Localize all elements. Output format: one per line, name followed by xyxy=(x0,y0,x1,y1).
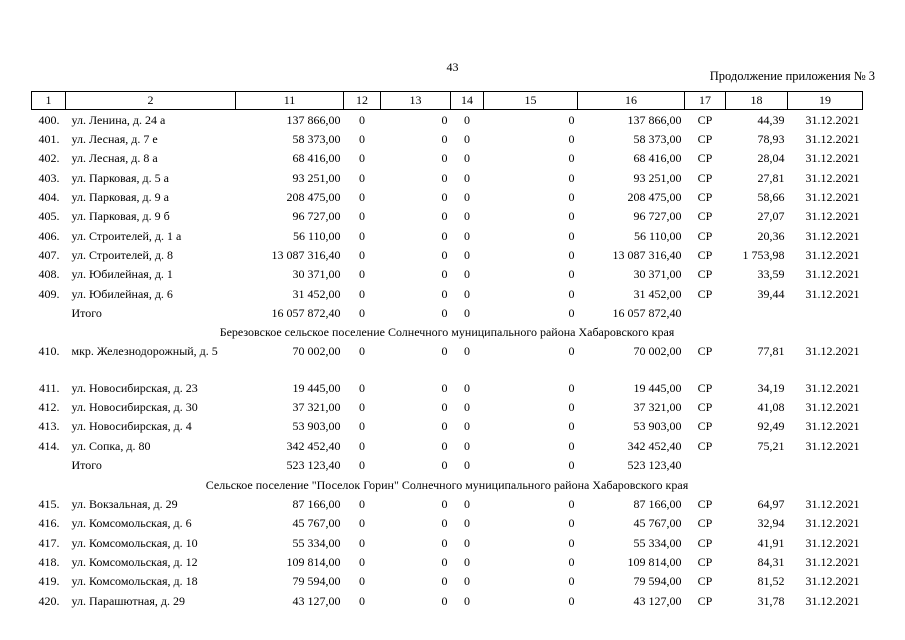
cell-col-18 xyxy=(726,303,788,322)
cell-col-14: 0 xyxy=(464,400,470,415)
table-row xyxy=(32,168,863,187)
cell-col-17: СР xyxy=(697,419,713,434)
cell-col-18: 78,93 xyxy=(757,132,785,147)
cell-address: ул. Парашютная, д. 29 xyxy=(71,593,185,608)
cell-col-19: 31.12.2021 xyxy=(805,190,860,205)
cell-col-11: 523 123,40 xyxy=(286,458,341,473)
cell-col-13: 0 xyxy=(441,554,448,569)
cell-col-19: 31.12.2021 xyxy=(805,209,860,224)
cell-col-16: 342 452,40 xyxy=(627,438,682,453)
cell-col-14: 0 xyxy=(464,248,470,263)
cell-col-13: 0 xyxy=(441,496,448,511)
cell-col-11: 68 416,00 xyxy=(292,151,341,166)
cell-row-number: 405. xyxy=(38,209,60,224)
cell-col-19: 31.12.2021 xyxy=(805,516,860,531)
cell-col-17: СР xyxy=(697,209,713,224)
cell-col-19: 31.12.2021 xyxy=(805,400,860,415)
cell-col-18: 75,21 xyxy=(757,438,785,453)
cell-col-17: СР xyxy=(697,380,713,395)
cell-col-17: СР xyxy=(697,574,713,589)
cell-col-12: 0 xyxy=(359,516,365,531)
cell-col-12: 0 xyxy=(359,535,365,550)
table-row xyxy=(32,552,863,571)
header-col-19: 19 xyxy=(788,92,863,110)
header-col-18: 18 xyxy=(726,92,788,110)
cell-col-18: 39,44 xyxy=(757,286,785,301)
cell-col-18: 81,52 xyxy=(757,574,785,589)
cell-col-12: 0 xyxy=(359,151,365,166)
cell-address: ул. Строителей, д. 1 а xyxy=(71,228,182,243)
cell-col-14: 0 xyxy=(464,554,470,569)
cell-col-12: 0 xyxy=(359,248,365,263)
cell-col-17: СР xyxy=(697,267,713,282)
table-row xyxy=(32,110,863,130)
cell-col-16: 96 727,00 xyxy=(633,209,682,224)
cell-col-11: 56 110,00 xyxy=(292,228,341,243)
cell-col-14: 0 xyxy=(464,132,470,147)
total-row xyxy=(32,303,863,322)
cell-col-11: 13 087 316,40 xyxy=(271,248,341,263)
cell-col-14: 0 xyxy=(464,516,470,531)
cell-col-18: 34,19 xyxy=(757,380,785,395)
cell-address: ул. Комсомольская, д. 6 xyxy=(71,516,192,531)
cell-col-16: 109 814,00 xyxy=(627,554,682,569)
table-row xyxy=(32,245,863,264)
table-row xyxy=(32,591,863,610)
cell-col-19 xyxy=(788,303,863,322)
cell-col-17: СР xyxy=(697,228,713,243)
cell-col-17: СР xyxy=(697,554,713,569)
cell-col-15: 0 xyxy=(568,190,575,205)
cell-col-18: 1 753,98 xyxy=(742,248,785,263)
cell-row-number: 418. xyxy=(38,554,60,569)
cell-col-16: 37 321,00 xyxy=(633,400,682,415)
cell-address: ул. Сопка, д. 80 xyxy=(71,438,151,453)
cell-col-12: 0 xyxy=(359,496,365,511)
cell-col-15: 0 xyxy=(568,554,575,569)
cell-col-19: 31.12.2021 xyxy=(805,228,860,243)
cell-col-13: 0 xyxy=(441,209,448,224)
table-row xyxy=(32,226,863,245)
cell-row-number: 402. xyxy=(38,151,60,166)
cell-col-13: 0 xyxy=(441,344,448,359)
cell-col-14: 0 xyxy=(464,228,470,243)
cell-col-11: 37 321,00 xyxy=(292,400,341,415)
cell-row-number: 411. xyxy=(38,380,60,395)
cell-col-14: 0 xyxy=(464,306,470,321)
cell-address: мкр. Железнодорожный, д. 5 xyxy=(71,344,218,359)
cell-row-number: 413. xyxy=(38,419,60,434)
cell-col-12: 0 xyxy=(359,400,365,415)
cell-col-17: СР xyxy=(697,516,713,531)
cell-row-number: 415. xyxy=(38,496,60,511)
cell-col-12: 0 xyxy=(359,170,365,185)
cell-col-19: 31.12.2021 xyxy=(805,554,860,569)
cell-row-number: 406. xyxy=(38,228,60,243)
header-col-14: 14 xyxy=(451,92,484,110)
cell-col-14: 0 xyxy=(464,151,470,166)
cell-col-15: 0 xyxy=(568,496,575,511)
table-row xyxy=(32,533,863,552)
cell-col-17: СР xyxy=(697,496,713,511)
cell-col-12: 0 xyxy=(359,380,365,395)
cell-address: ул. Парковая, д. 9 б xyxy=(71,209,170,224)
cell-col-15: 0 xyxy=(568,380,575,395)
header-col-11: 11 xyxy=(236,92,344,110)
cell-col-13: 0 xyxy=(441,190,448,205)
cell-col-11: 53 903,00 xyxy=(292,419,341,434)
cell-col-15: 0 xyxy=(568,593,575,608)
cell-col-15: 0 xyxy=(568,151,575,166)
cell-col-16: 87 166,00 xyxy=(633,496,682,511)
cell-col-19 xyxy=(788,456,863,475)
cell-col-14: 0 xyxy=(464,458,470,473)
table-row xyxy=(32,265,863,284)
cell-col-14: 0 xyxy=(464,344,470,359)
total-row xyxy=(32,456,863,475)
section-header-row xyxy=(32,475,863,494)
table-row xyxy=(32,378,863,397)
cell-col-13: 0 xyxy=(441,535,448,550)
cell-col-13: 0 xyxy=(441,593,448,608)
cell-col-12: 0 xyxy=(359,438,365,453)
cell-col-12: 0 xyxy=(359,286,365,301)
cell-col-12: 0 xyxy=(359,190,365,205)
cell-col-19: 31.12.2021 xyxy=(805,151,860,166)
continuation-note: Продолжение приложения № 3 xyxy=(709,69,875,83)
cell-col-15: 0 xyxy=(568,344,575,359)
cell-col-16: 58 373,00 xyxy=(633,132,682,147)
cell-col-13: 0 xyxy=(441,132,448,147)
cell-col-11: 79 594,00 xyxy=(292,574,341,589)
cell-col-19: 31.12.2021 xyxy=(805,535,860,550)
cell-col-16: 70 002,00 xyxy=(633,344,682,359)
cell-col-17: СР xyxy=(697,400,713,415)
cell-col-14: 0 xyxy=(464,380,470,395)
cell-col-15: 0 xyxy=(568,419,575,434)
table-row xyxy=(32,342,863,378)
cell-col-12: 0 xyxy=(359,554,365,569)
cell-col-14: 0 xyxy=(464,190,470,205)
cell-col-16: 45 767,00 xyxy=(633,516,682,531)
cell-col-19: 31.12.2021 xyxy=(805,496,860,511)
cell-col-11: 43 127,00 xyxy=(292,593,341,608)
cell-row-number: 400. xyxy=(38,112,60,127)
cell-col-12: 0 xyxy=(359,112,365,127)
cell-col-18: 27,81 xyxy=(757,170,785,185)
cell-col-16: 68 416,00 xyxy=(633,151,682,166)
cell-col-15: 0 xyxy=(568,209,575,224)
cell-col-18: 32,94 xyxy=(757,516,785,531)
cell-address: ул. Лесная, д. 8 а xyxy=(71,151,158,166)
cell-col-14: 0 xyxy=(464,535,470,550)
cell-col-12: 0 xyxy=(359,344,365,359)
cell-col-17: СР xyxy=(697,438,713,453)
cell-col-18: 27,07 xyxy=(757,209,785,224)
header-col-13: 13 xyxy=(381,92,451,110)
cell-col-15: 0 xyxy=(568,267,575,282)
cell-col-19: 31.12.2021 xyxy=(805,574,860,589)
cell-col-16: 43 127,00 xyxy=(633,593,682,608)
cell-col-18: 31,78 xyxy=(757,593,785,608)
cell-row-number: 416. xyxy=(38,516,60,531)
table-row xyxy=(32,436,863,455)
cell-col-11: 87 166,00 xyxy=(292,496,341,511)
cell-row-number: 403. xyxy=(38,170,60,185)
cell-col-12: 0 xyxy=(359,267,365,282)
cell-row-number: 408. xyxy=(38,267,60,282)
cell-col-11: 342 452,40 xyxy=(286,438,341,453)
cell-row-number xyxy=(32,456,66,475)
cell-address: ул. Юбилейная, д. 6 xyxy=(71,286,173,301)
cell-col-19: 31.12.2021 xyxy=(805,267,860,282)
cell-col-18: 41,91 xyxy=(757,535,785,550)
cell-col-19: 31.12.2021 xyxy=(805,132,860,147)
cell-address: ул. Вокзальная, д. 29 xyxy=(71,496,178,511)
table-row xyxy=(32,129,863,148)
cell-col-12: 0 xyxy=(359,574,365,589)
cell-col-14: 0 xyxy=(464,419,470,434)
cell-address: ул. Парковая, д. 5 а xyxy=(71,170,169,185)
cell-col-16: 523 123,40 xyxy=(627,458,682,473)
cell-col-16: 79 594,00 xyxy=(633,574,682,589)
cell-row-number: 417. xyxy=(38,535,60,550)
cell-col-16: 208 475,00 xyxy=(627,190,682,205)
cell-address: ул. Новосибирская, д. 4 xyxy=(71,419,192,434)
cell-col-11: 70 002,00 xyxy=(292,344,341,359)
cell-col-14: 0 xyxy=(464,286,470,301)
cell-col-16: 56 110,00 xyxy=(633,228,682,243)
cell-col-13: 0 xyxy=(441,400,448,415)
cell-col-12: 0 xyxy=(359,458,365,473)
section-header-row xyxy=(32,323,863,342)
cell-address: Итого xyxy=(71,458,102,473)
cell-col-16: 16 057 872,40 xyxy=(612,306,682,321)
table-row xyxy=(32,187,863,206)
cell-address: Итого xyxy=(71,306,102,321)
cell-row-number: 410. xyxy=(38,344,60,359)
table-row xyxy=(32,284,863,303)
cell-col-11: 93 251,00 xyxy=(292,170,341,185)
cell-col-13: 0 xyxy=(441,380,448,395)
appendix-table xyxy=(31,91,863,610)
cell-col-13: 0 xyxy=(441,267,448,282)
cell-col-17: СР xyxy=(697,535,713,550)
table-row xyxy=(32,397,863,416)
header-col-17: 17 xyxy=(685,92,726,110)
cell-col-14: 0 xyxy=(464,593,470,608)
cell-col-18: 20,36 xyxy=(757,228,785,243)
cell-col-15: 0 xyxy=(568,574,575,589)
cell-col-13: 0 xyxy=(441,286,448,301)
page-number: 43 xyxy=(446,60,459,74)
header-col-2: 2 xyxy=(66,92,236,110)
cell-col-15: 0 xyxy=(568,400,575,415)
cell-col-11: 55 334,00 xyxy=(292,535,341,550)
cell-col-13: 0 xyxy=(441,248,448,263)
cell-address: ул. Парковая, д. 9 а xyxy=(71,190,169,205)
cell-col-15: 0 xyxy=(568,516,575,531)
cell-address: ул. Строителей, д. 8 xyxy=(71,248,174,263)
cell-col-19: 31.12.2021 xyxy=(805,380,860,395)
cell-col-11: 19 445,00 xyxy=(292,380,341,395)
table-row xyxy=(32,417,863,436)
cell-col-17: СР xyxy=(697,286,713,301)
cell-col-18: 92,49 xyxy=(757,419,785,434)
cell-col-14: 0 xyxy=(464,112,470,127)
cell-col-18: 44,39 xyxy=(757,112,785,127)
cell-col-13: 0 xyxy=(441,151,448,166)
table-row xyxy=(32,149,863,168)
cell-col-16: 30 371,00 xyxy=(633,267,682,282)
cell-col-14: 0 xyxy=(464,496,470,511)
cell-address: ул. Новосибирская, д. 30 xyxy=(71,400,198,415)
cell-col-12: 0 xyxy=(359,593,365,608)
cell-col-13: 0 xyxy=(441,516,448,531)
table-row xyxy=(32,572,863,591)
cell-col-17: СР xyxy=(697,344,713,359)
cell-col-15: 0 xyxy=(568,306,575,321)
cell-address: ул. Комсомольская, д. 12 xyxy=(71,554,198,569)
cell-col-19: 31.12.2021 xyxy=(805,248,860,263)
cell-col-14: 0 xyxy=(464,209,470,224)
cell-col-15: 0 xyxy=(568,112,575,127)
section-title: Березовское сельское поселение Солнечного муниципального района Хабаровского края xyxy=(219,325,675,340)
header-col-15: 15 xyxy=(484,92,578,110)
cell-col-12: 0 xyxy=(359,306,365,321)
cell-address: ул. Юбилейная, д. 1 xyxy=(71,267,173,282)
cell-address: ул. Новосибирская, д. 23 xyxy=(71,380,198,395)
cell-col-15: 0 xyxy=(568,438,575,453)
cell-row-number: 409. xyxy=(38,286,60,301)
cell-col-16: 19 445,00 xyxy=(633,380,682,395)
cell-address: ул. Комсомольская, д. 18 xyxy=(71,574,198,589)
cell-row-number: 412. xyxy=(38,400,60,415)
cell-col-14: 0 xyxy=(464,574,470,589)
section-title: Сельское поселение "Поселок Горин" Солнечного муниципального района Хабаровского края xyxy=(205,477,689,492)
cell-row-number: 414. xyxy=(38,438,60,453)
cell-col-16: 55 334,00 xyxy=(633,535,682,550)
cell-address: ул. Ленина, д. 24 а xyxy=(71,112,166,127)
cell-address: ул. Лесная, д. 7 е xyxy=(71,132,158,147)
cell-col-19: 31.12.2021 xyxy=(805,593,860,608)
cell-col-17 xyxy=(685,456,726,475)
cell-col-12: 0 xyxy=(359,209,365,224)
cell-col-17: СР xyxy=(697,132,713,147)
cell-col-11: 45 767,00 xyxy=(292,516,341,531)
cell-col-15: 0 xyxy=(568,458,575,473)
cell-col-15: 0 xyxy=(568,535,575,550)
cell-col-17: СР xyxy=(697,151,713,166)
cell-col-15: 0 xyxy=(568,132,575,147)
cell-col-15: 0 xyxy=(568,286,575,301)
cell-col-19: 31.12.2021 xyxy=(805,438,860,453)
cell-col-13: 0 xyxy=(441,458,448,473)
table-row xyxy=(32,494,863,513)
cell-col-18: 28,04 xyxy=(757,151,785,166)
cell-col-13: 0 xyxy=(441,419,448,434)
cell-row-number xyxy=(32,303,66,322)
cell-row-number: 419. xyxy=(38,574,60,589)
cell-col-17: СР xyxy=(697,248,713,263)
header-col-16: 16 xyxy=(578,92,685,110)
cell-col-11: 109 814,00 xyxy=(286,554,341,569)
cell-col-12: 0 xyxy=(359,419,365,434)
cell-col-18: 64,97 xyxy=(757,496,785,511)
cell-col-16: 137 866,00 xyxy=(627,112,682,127)
cell-col-17: СР xyxy=(697,593,713,608)
cell-col-19: 31.12.2021 xyxy=(805,112,860,127)
cell-col-18: 58,66 xyxy=(757,190,785,205)
cell-row-number: 401. xyxy=(38,132,60,147)
table-body xyxy=(32,110,863,611)
cell-col-18: 33,59 xyxy=(757,267,785,282)
cell-col-11: 16 057 872,40 xyxy=(271,306,341,321)
cell-col-13: 0 xyxy=(441,574,448,589)
cell-col-16: 53 903,00 xyxy=(633,419,682,434)
cell-col-12: 0 xyxy=(359,228,365,243)
cell-col-19: 31.12.2021 xyxy=(805,170,860,185)
cell-row-number: 407. xyxy=(38,248,60,263)
cell-row-number: 404. xyxy=(38,190,60,205)
cell-col-14: 0 xyxy=(464,170,470,185)
table-row xyxy=(32,207,863,226)
cell-col-15: 0 xyxy=(568,248,575,263)
table-row xyxy=(32,514,863,533)
cell-col-17 xyxy=(685,303,726,322)
cell-col-14: 0 xyxy=(464,438,470,453)
cell-col-17: СР xyxy=(697,170,713,185)
cell-col-16: 13 087 316,40 xyxy=(612,248,682,263)
cell-col-18: 41,08 xyxy=(757,400,785,415)
cell-col-14: 0 xyxy=(464,267,470,282)
cell-col-18: 77,81 xyxy=(757,344,785,359)
cell-col-13: 0 xyxy=(441,306,448,321)
cell-col-19: 31.12.2021 xyxy=(805,419,860,434)
cell-col-16: 93 251,00 xyxy=(633,170,682,185)
cell-col-11: 137 866,00 xyxy=(286,112,341,127)
cell-col-12: 0 xyxy=(359,132,365,147)
cell-col-11: 96 727,00 xyxy=(292,209,341,224)
cell-col-15: 0 xyxy=(568,228,575,243)
cell-address: ул. Комсомольская, д. 10 xyxy=(71,535,198,550)
cell-col-11: 208 475,00 xyxy=(286,190,341,205)
cell-col-19: 31.12.2021 xyxy=(805,286,860,301)
cell-col-18 xyxy=(726,456,788,475)
cell-col-13: 0 xyxy=(441,170,448,185)
cell-col-11: 30 371,00 xyxy=(292,267,341,282)
cell-col-16: 31 452,00 xyxy=(633,286,682,301)
header-row xyxy=(32,92,863,110)
cell-col-17: СР xyxy=(697,112,713,127)
cell-col-17: СР xyxy=(697,190,713,205)
cell-col-13: 0 xyxy=(441,228,448,243)
cell-col-11: 31 452,00 xyxy=(292,286,341,301)
cell-row-number: 420. xyxy=(38,593,60,608)
cell-col-13: 0 xyxy=(441,112,448,127)
cell-col-19: 31.12.2021 xyxy=(805,344,860,359)
header-col-1: 1 xyxy=(32,92,66,110)
header-col-12: 12 xyxy=(344,92,381,110)
cell-col-15: 0 xyxy=(568,170,575,185)
cell-col-18: 84,31 xyxy=(757,554,785,569)
cell-col-13: 0 xyxy=(441,438,448,453)
table-header xyxy=(32,92,863,110)
cell-col-11: 58 373,00 xyxy=(292,132,341,147)
